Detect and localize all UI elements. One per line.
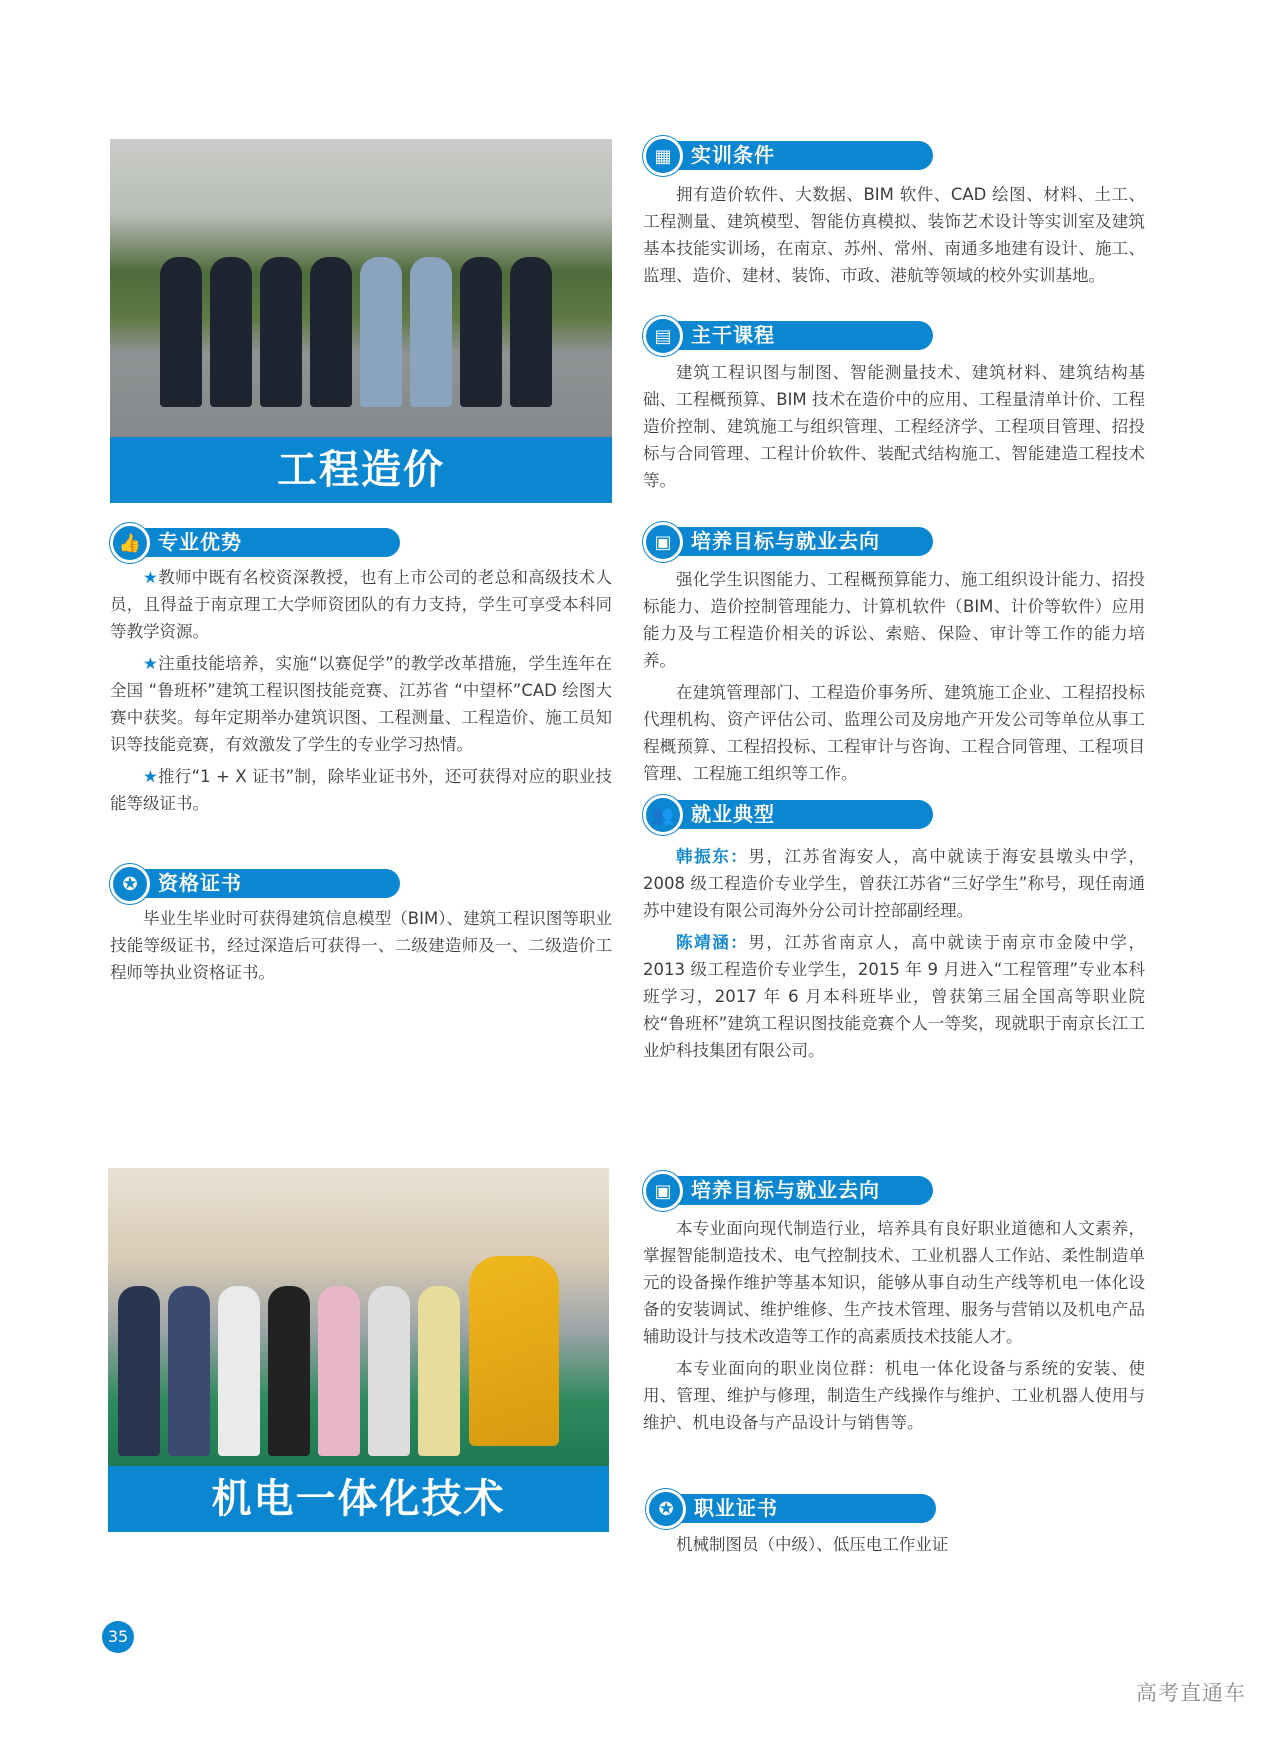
courses-text: 建筑工程识图与制图、智能测量技术、建筑材料、建筑结构基础、工程概预算、BIM 技术在造价中的应用、工程量清单计价、工程造价控制、建筑施工与组织管理、工程经济学、工程项目管理、招投标与合同管理、工程计价软件、装配式结构施工、智能建造工程技术等。 [643, 363, 1145, 490]
people-icon: 👥 [643, 795, 683, 835]
robot-lab-photo [108, 1168, 609, 1466]
star-icon: ★ [143, 767, 159, 786]
certificates-text: 机械制图员（中级）、低压电工作业证 [676, 1535, 949, 1554]
award-ribbon-icon: ✪ [646, 1489, 686, 1529]
case-item: 陈靖涵：男，江苏省南京人，高中就读于南京市金陵中学，2013 级工程造价专业学生，2015 年 9 月进入“工程管理”专业本科班学习，2017 年 6 月本科班毕业，曾获第三届全国高等职业院校“鲁班杯”建筑工程识图技能竞赛个人一等奖，现就职于南京长江工业炉科技集团有限公司。 [643, 933, 1146, 1060]
section-header-certificates: ✪ 职业证书 [646, 1491, 936, 1527]
major-title-banner: 机电一体化技术 [108, 1466, 609, 1532]
advantage-item: ★推行“1 + X 证书”制，除毕业证书外，还可获得对应的职业技能等级证书。 [110, 767, 612, 813]
cases-text [643, 843, 1145, 1069]
students-surveying-photo [110, 139, 612, 437]
thumbs-up-icon: 👍 [110, 523, 150, 563]
star-icon: ★ [143, 568, 159, 587]
building-icon: ▦ [643, 136, 683, 176]
advantage-item: ★注重技能培养，实施“以赛促学”的教学改革措施，学生连年在全国 “鲁班杯”建筑工程识图技能竞赛、江苏省 “中望杯”CAD 绘图大赛中获奖。每年定期举办建筑识图、工程测量、工程造价、施工员知识等技能竞赛，有效激发了学生的专业学习热情。 [110, 654, 612, 754]
certificates-text: 毕业生毕业时可获得建筑信息模型（BIM）、建筑工程识图等职业技能等级证书，经过深造后可获得一、二级建造师及一、二级造价工程师等执业资格证书。 [110, 909, 612, 982]
star-icon: ★ [143, 654, 159, 673]
goals-text: 强化学生识图能力、工程概预算能力、施工组织设计能力、招投标能力、造价控制管理能力、计算机软件（BIM、计价等软件）应用能力及与工程造价相关的诉讼、索赔、保险、审计等工作的能力培养。 在建筑管理部门、工程造价事务所、建筑施工企业、工程招投标代理机构、资产评估公司、监理公司及房地产开发公司等单位从事工程概预算、工程招投标、工程审计与咨询、工程合同管理、工程项目管理、工程施工组织等工作。 [643, 570, 1145, 783]
case-item: 韩振东：男，江苏省海安人，高中就读于海安县墩头中学，2008 级工程造价专业学生，曾获江苏省“三好学生”称号，现任南通苏中建设有限公司海外分公司计控部副经理。 [643, 847, 1146, 920]
industrial-robot [469, 1256, 559, 1446]
section-header-advantages: 👍 专业优势 [110, 525, 400, 561]
teacher-board-icon: ▣ [643, 1171, 683, 1211]
student-group [118, 1286, 460, 1456]
section-header-certificates: ✪ 资格证书 [110, 866, 400, 902]
section-header-courses: ▤ 主干课程 [643, 318, 933, 354]
major-title-banner: 工程造价 [110, 437, 612, 503]
section-header-training: ▦ 实训条件 [643, 138, 933, 174]
student-group [160, 257, 552, 407]
clipboard-icon: ▤ [643, 316, 683, 356]
advantage-item: ★教师中既有名校资深教授，也有上市公司的老总和高级技术人员，且得益于南京理工大学师资团队的有力支持，学生可享受本科同等教学资源。 [110, 568, 613, 641]
advantages-text [110, 564, 612, 822]
teacher-board-icon: ▣ [643, 522, 683, 562]
award-ribbon-icon: ✪ [110, 864, 150, 904]
goals-text: 本专业面向现代制造行业，培养具有良好职业道德和人文素养，掌握智能制造技术、电气控制技术、工业机器人工作站、柔性制造单元的设备操作维护等基本知识，能够从事自动生产线等机电一体化设备的安装调试、维护维修、生产技术管理、服务与营销以及机电产品辅助设计与技术改造等工作的高素质技术技能人才。 本专业面向的职业岗位群：机电一体化设备与系统的安装、使用、管理、维护与修理，制造生产线操作与维护、工业机器人使用与维护、机电设备与产品设计与销售等。 [643, 1219, 1145, 1432]
section-header-goals: ▣ 培养目标与就业去向 [643, 524, 933, 560]
page-number: 35 [102, 1621, 134, 1653]
training-text: 拥有造价软件、大数据、BIM 软件、CAD 绘图、材料、土工、工程测量、建筑模型、智能仿真模拟、装饰艺术设计等实训室及建筑基本技能实训场，在南京、苏州、常州、南通多地建有设计、施工、监理、造价、建材、装饰、市政、港航等领域的校外实训基地。 [643, 185, 1145, 285]
watermark: 高考直通车 [1136, 1681, 1246, 1705]
section-header-cases: 👥 就业典型 [643, 797, 933, 833]
section-header-goals: ▣ 培养目标与就业去向 [643, 1173, 933, 1209]
